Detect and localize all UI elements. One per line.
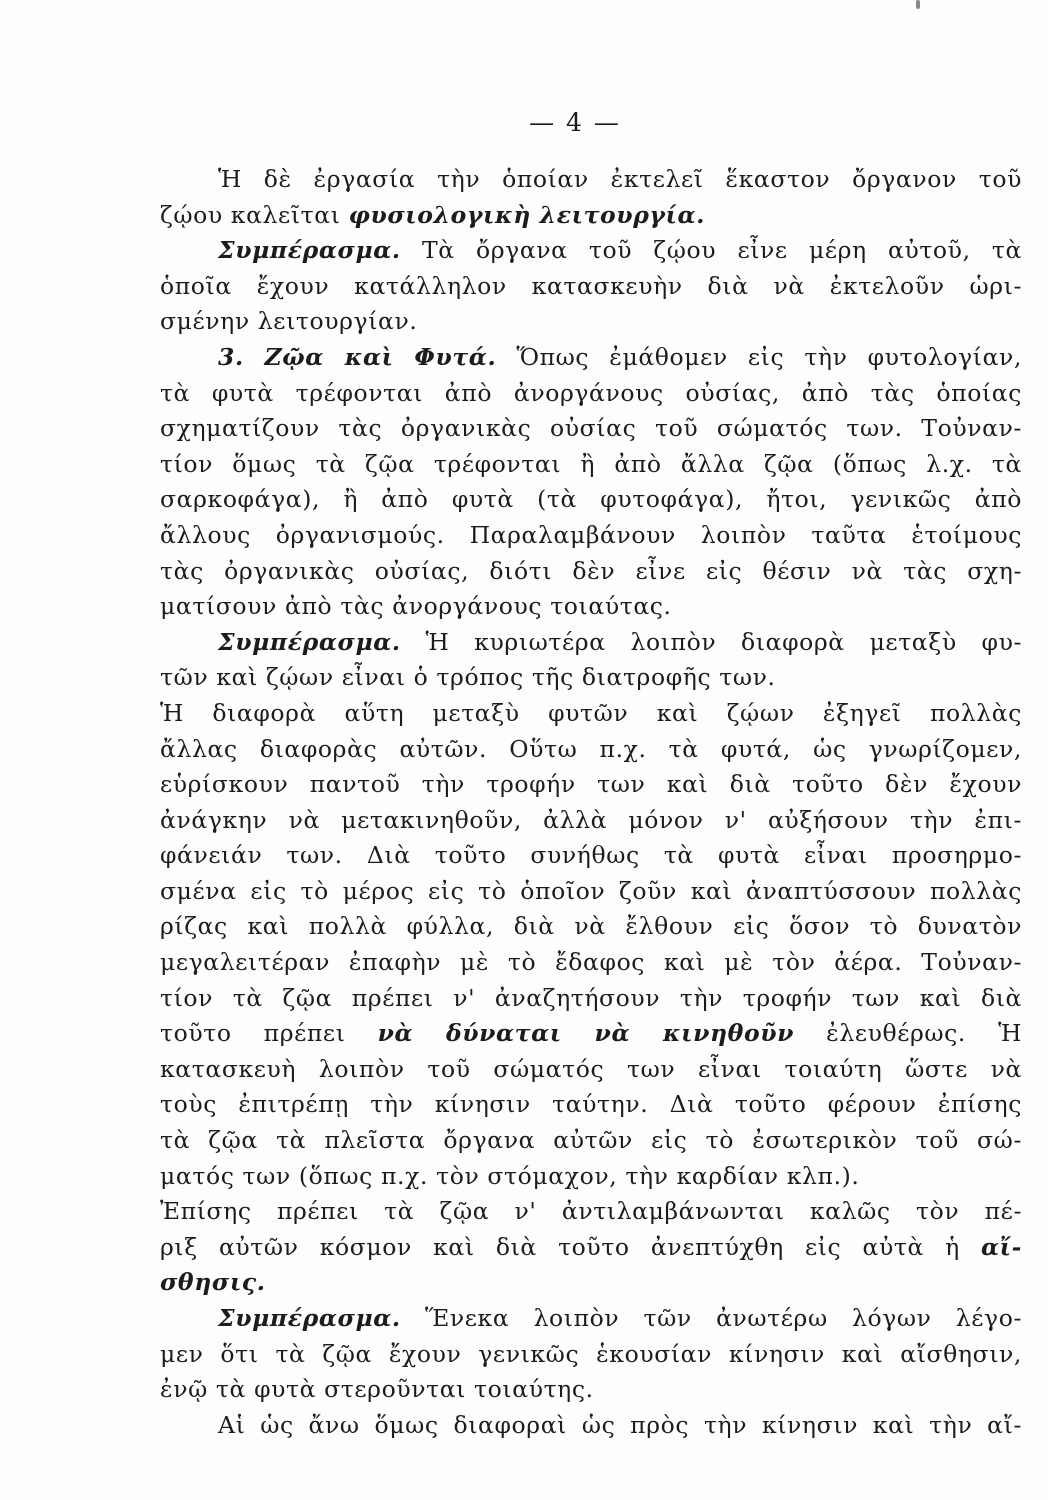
text-line: ἄλλας διαφορὰς αὐτῶν. Οὕτω π.χ. τὰ φυτά, ὡς γνωρίζομεν, [160,734,1022,763]
text-line: τὰ φυτὰ τρέφονται ἀπὸ ἀνοργάνους οὐσίας, ἀπὸ τὰς ὁποίας [160,378,1022,407]
text-line: κατασκευὴ λοιπὸν τοῦ σώματός των εἶναι τοιαύτη ὥστε νὰ [160,1054,1022,1083]
text-line: ματίσουν ἀπὸ τὰς ἀνοργάνους τοιαύτας. [160,592,672,621]
text-line [160,1265,1022,1301]
text-line: τίον τὰ ζῷα πρέπει ν' ἀναζητήσουν τὴν τροφήν των καὶ διὰ [160,983,1022,1012]
text-line: εὑρίσκουν παντοῦ τὴν τροφήν των καὶ διὰ τοῦτο δὲν ἔχουν [160,770,1022,799]
text-line: σαρκοφάγα), ἢ ἀπὸ φυτὰ (τὰ φυτοφάγα), ἤτοι, γενικῶς ἀπὸ [160,485,1022,514]
text-line: μεγαλειτέραν ἐπαφὴν μὲ τὸ ἔδαφος καὶ μὲ τὸν ἀέρα. Τοὐναν- [160,948,1022,977]
text-line: τοὺς ἐπιτρέπῃ τὴν κίνησιν ταύτην. Διὰ τοῦτο φέρουν ἐπίσης [160,1090,1022,1119]
text-line: ἄλλους ὀργανισμούς. Παραλαμβάνουν λοιπὸν ταῦτα ἑτοίμους [160,520,1022,549]
text-line: Ἐπίσης πρέπει τὰ ζῷα ν' ἀντιλαμβάνωνται καλῶς τὸν πέ- [160,1197,1022,1226]
text-line: ὁποῖα ἔχουν κατάλληλον κατασκευὴν διὰ νὰ ἐκτελοῦν ὡρι- [160,271,1022,300]
text-line: τοῦτο πρέπει νὰ δύναται νὰ κινηθοῦν ἐλευθέρως. Ἡ [160,1019,1022,1048]
text-line: 3. Ζῷα καὶ Φυτά. Ὅπως ἐμάθομεν εἰς τὴν φυτολογίαν, [218,342,1022,371]
text-line: σμένην λειτουργίαν. [160,307,418,336]
text-line: Συμπέρασμα. Τὰ ὄργανα τοῦ ζῴου εἶνε μέρη αὐτοῦ, τὰ [218,236,1022,265]
term-emphasis: αἴ- [980,1232,1022,1261]
section-heading: Συμπέρασμα. [218,1304,401,1332]
term-emphasis: νὰ δύναται νὰ κινηθοῦν [377,1019,795,1048]
text-line: ἀνάγκην νὰ μετακινηθοῦν, ἀλλὰ μόνον ν' αὐξήσουν τὴν ἐπι- [160,805,1022,834]
text-line: ζῴου καλεῖται φυσιολογικὴ λειτουργία. [160,200,705,229]
section-heading: Συμπέρασμα. [218,236,401,265]
text-line: σμένα εἰς τὸ μέρος εἰς τὸ ὁποῖον ζοῦν καὶ ἀναπτύσσουν πολλὰς [160,876,1022,905]
text-line: τῶν καὶ ζῴων εἶναι ὁ τρόπος τῆς διατροφῆς των. [160,663,776,692]
text-line: τὰς ὀργανικὰς οὐσίας, διότι δὲν εἶνε εἰς θέσιν νὰ τὰς σχη- [160,556,1022,585]
term-emphasis: σθησις. [160,1268,266,1297]
section-heading: 3. Ζῷα καὶ Φυτά. [218,342,497,371]
text-line: σχηματίζουν τὰς ὀργανικὰς οὐσίας τοῦ σώματός των. Τοὐναν- [160,414,1022,443]
term-emphasis: φυσιολογικὴ λειτουργία. [348,200,705,229]
text-line: Ἡ δὲ ἐργασία τὴν ὁποίαν ἐκτελεῖ ἕκαστον ὄργανον τοῦ [218,165,1022,193]
edge-mark [916,0,920,9]
section-heading: Συμπέρασμα. [218,627,401,656]
text-line: ριξ αὐτῶν κόσμον καὶ διὰ τοῦτο ἀνεπτύχθη εἰς αὐτὰ ἡ αἴ- [160,1232,1022,1261]
text-line: ἐνῷ τὰ φυτὰ στεροῦνται τοιαύτης. [160,1375,594,1404]
page-number: — 4 — [529,108,621,137]
text-line: τὰ ζῷα τὰ πλεῖστα ὄργανα αὐτῶν εἰς τὸ ἐσωτερικὸν τοῦ σώ- [160,1126,1022,1155]
text-line: τίον ὅμως τὰ ζῷα τρέφονται ἢ ἀπὸ ἄλλα ζῷα (ὅπως λ.χ. τὰ [160,449,1022,478]
text-line: Ἡ διαφορὰ αὕτη μεταξὺ φυτῶν καὶ ζῴων ἐξηγεῖ πολλὰς [160,698,1022,727]
body-text [160,162,1022,1443]
text-line: Αἱ ὡς ἄνω ὅμως διαφοραὶ ὡς πρὸς τὴν κίνησιν καὶ τὴν αἴ- [218,1410,1022,1439]
text-line: μεν ὅτι τὰ ζῷα ἔχουν γενικῶς ἑκουσίαν κίνησιν καὶ αἴσθησιν, [160,1339,1022,1368]
text-line: ματός των (ὅπως π.χ. τὸν στόμαχον, τὴν καρδίαν κλπ.). [160,1161,860,1190]
text-line: Συμπέρασμα. Ἡ κυριωτέρα λοιπὸν διαφορὰ μεταξὺ φυ- [218,627,1022,656]
text-line: ρίζας καὶ πολλὰ φύλλα, διὰ νὰ ἔλθουν εἰς ὅσον τὸ δυνατὸν [160,912,1022,941]
text-line: φάνειάν των. Διὰ τοῦτο συνήθως τὰ φυτὰ εἶναι προσηρμο- [160,841,1022,870]
text-line: Συμπέρασμα. Ἕνεκα λοιπὸν τῶν ἀνωτέρω λόγων λέγο- [218,1304,1022,1332]
